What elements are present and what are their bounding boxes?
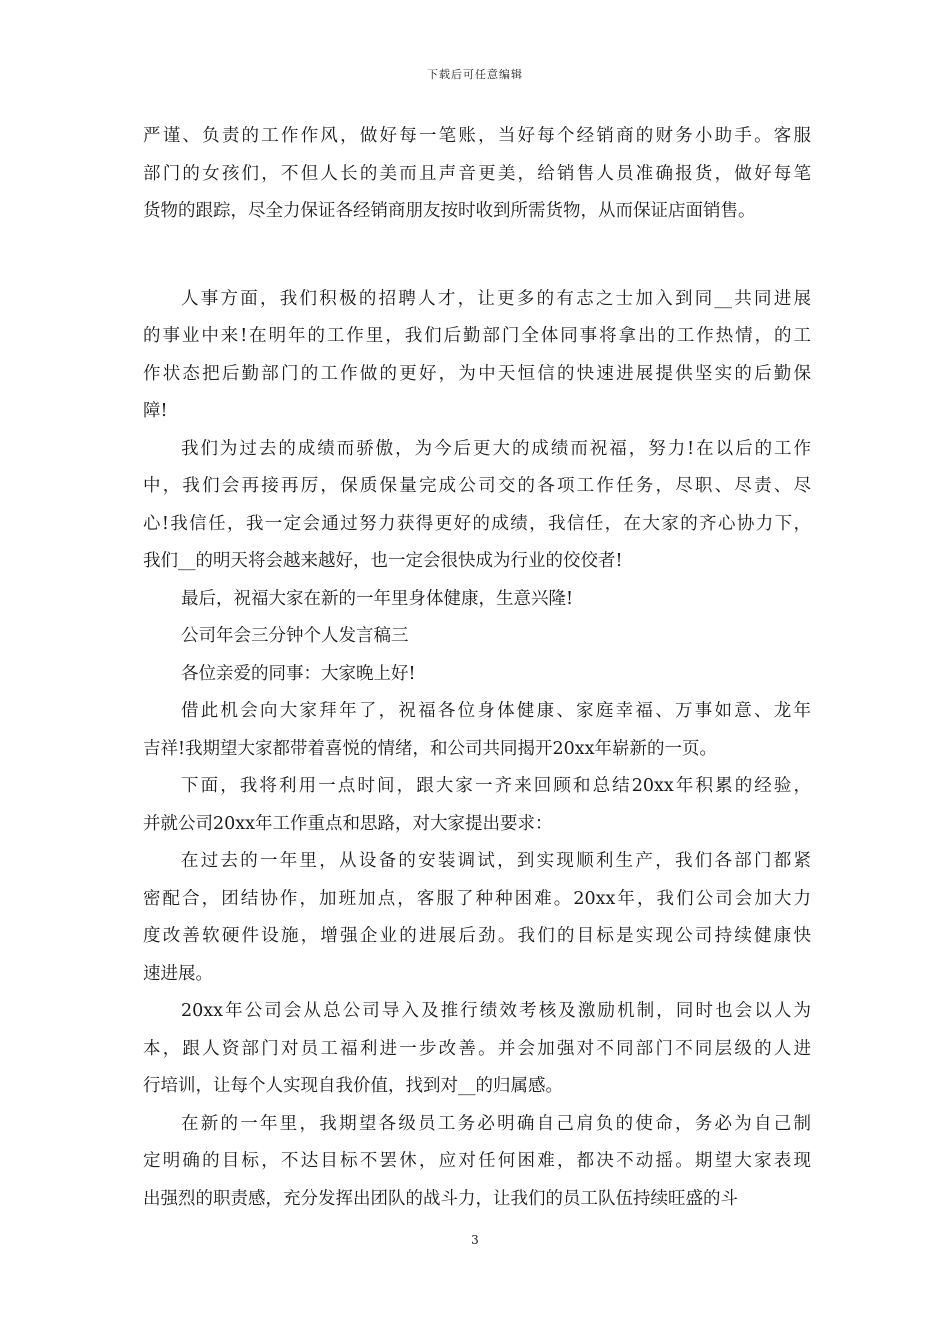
paragraph xyxy=(143,768,811,843)
text-line: 我们__的明天将会越来越好，也一定会很快成为行业的佼佼者! xyxy=(143,551,623,571)
page-header: 下载后可任意编辑 xyxy=(427,68,523,81)
text-line: 公司年会三分钟个人发言稿三 xyxy=(181,626,409,646)
text-line: 出强烈的职责感，充分发挥出团队的战斗力，让我们的员工队伍持续旺盛的斗 xyxy=(143,1188,738,1209)
paragraph xyxy=(143,618,811,656)
paragraph xyxy=(143,656,811,694)
text-line: 借此机会向大家拜年了，祝福各位身体健康、家庭幸福、万事如意、龙年 xyxy=(181,701,811,721)
page-number: 3 xyxy=(471,1233,479,1247)
text-line: 的事业中来!在明年的工作里，我们后勤部门全体同事将拿出的工作热情，的工 xyxy=(143,326,811,346)
paragraph xyxy=(143,843,811,993)
paragraph xyxy=(143,581,811,619)
document-body xyxy=(143,118,811,1218)
text-line: 中，我们会再接再厉，保质保量完成公司交的各项工作任务，尽职、尽责、尽 xyxy=(143,476,811,496)
text-line: 最后，祝福大家在新的一年里身体健康，生意兴隆! xyxy=(181,588,574,609)
text-line: 本，跟人资部门对员工福利进一步改善。并会加强对不同部门不同层级的人进 xyxy=(143,1038,811,1059)
paragraph-gap xyxy=(143,231,811,281)
text-line: 并就公司20xx年工作重点和思路，对大家提出要求： xyxy=(143,813,553,834)
text-line: 在过去的一年里，从设备的安装调试，到实现顺利生产，我们各部门都紧 xyxy=(181,851,811,871)
text-line: 部门的女孩们，不但人长的美而且声音更美，给销售人员准确报货，做好每笔 xyxy=(143,163,811,184)
paragraph xyxy=(143,993,811,1106)
text-line: 定明确的目标，不达目标不罢休，应对任何困难，都决不动摇。期望大家表现 xyxy=(143,1151,811,1171)
text-line: 下面，我将利用一点时间，跟大家一齐来回顾和总结20xx年积累的经验， xyxy=(181,776,811,796)
paragraph xyxy=(143,118,811,231)
paragraph xyxy=(143,693,811,768)
text-line: 在新的一年里，我期望各级员工务必明确自己肩负的使命，务必为自己制 xyxy=(181,1113,811,1134)
text-line: 度改善软硬件设施，增强企业的进展后劲。我们的目标是实现公司持续健康快 xyxy=(143,926,811,946)
text-line: 速进展。 xyxy=(143,963,213,984)
text-line: 我们为过去的成绩而骄傲，为今后更大的成绩而祝福，努力!在以后的工作 xyxy=(181,438,811,459)
text-line: 人事方面，我们积极的招聘人才，让更多的有志之士加入到同__共同进展 xyxy=(181,288,811,309)
text-line: 行培训，让每个人实现自我价值，找到对__的归属感。 xyxy=(143,1076,563,1096)
text-line: 吉祥!我期望大家都带着喜悦的情绪，和公司共同揭开20xx年崭新的一页。 xyxy=(143,738,718,759)
text-line: 障! xyxy=(143,401,168,421)
text-line: 密配合，团结协作，加班加点，客服了种种困难。20xx年，我们公司会加大力 xyxy=(143,888,811,909)
text-line: 严谨、负责的工作作风，做好每一笔账，当好每个经销商的财务小助手。客服 xyxy=(143,126,811,146)
paragraph xyxy=(143,281,811,431)
text-line: 心!我信任，我一定会通过努力获得更好的成绩，我信任，在大家的齐心协力下， xyxy=(143,513,811,534)
text-line: 20xx年公司会从总公司导入及推行绩效考核及激励机制，同时也会以人为 xyxy=(181,1001,811,1021)
text-line: 作状态把后勤部门的工作做的更好，为中天恒信的快速进展提供坚实的后勤保 xyxy=(143,363,811,384)
text-line: 各位亲爱的同事：大家晚上好! xyxy=(181,663,416,684)
paragraph xyxy=(143,431,811,581)
text-line: 货物的跟踪，尽全力保证各经销商朋友按时收到所需货物，从而保证店面销售。 xyxy=(143,201,756,221)
paragraph xyxy=(143,1106,811,1219)
